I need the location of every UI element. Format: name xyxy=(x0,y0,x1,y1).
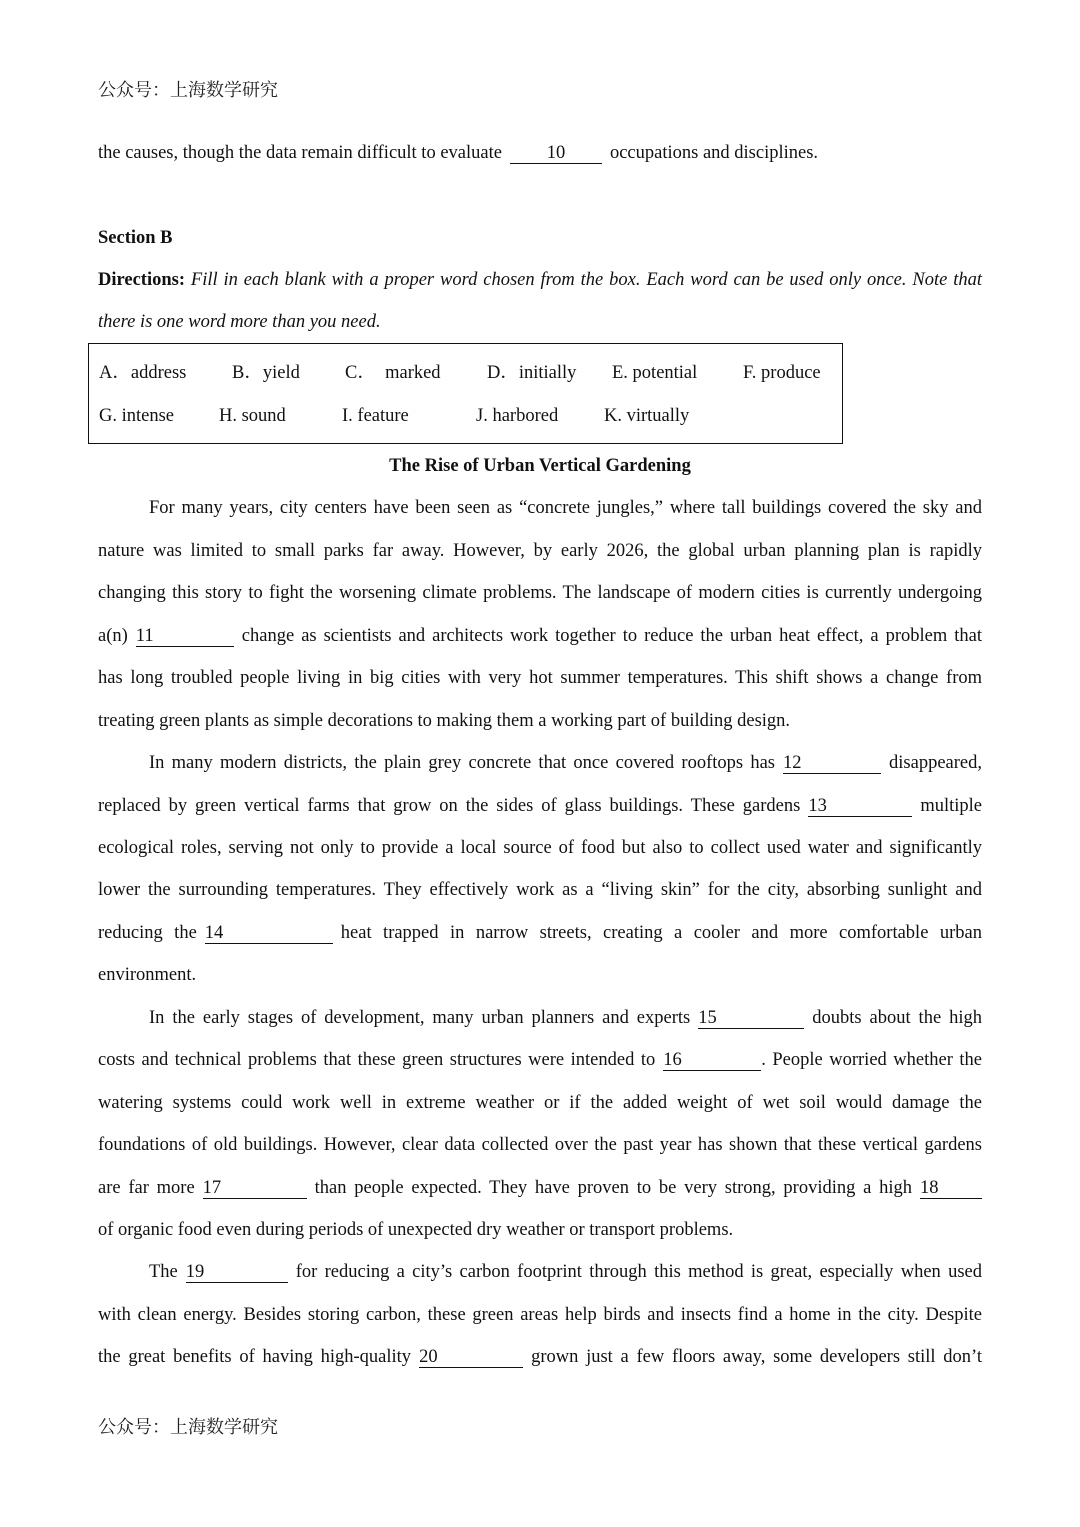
text: replaced by green vertical farms that grow on the sides of glass buildings. These gardens xyxy=(98,796,801,816)
blank-16[interactable]: 16 xyxy=(663,1050,761,1071)
p1-line-3: changing this story to fight the worsening climate problems. The landscape of modern cities is currently undergoing xyxy=(98,583,982,603)
text: disappeared, xyxy=(889,753,982,773)
p2-line-5 xyxy=(98,919,982,947)
p4-line-1 xyxy=(98,1258,982,1286)
carryover-line xyxy=(98,139,982,167)
p2-line-4: lower the surrounding temperatures. They effectively work as a “living skin” for the city, absorbing sunlight and xyxy=(98,880,982,900)
blank-17[interactable]: 17 xyxy=(203,1178,307,1199)
p2-line-1 xyxy=(98,749,982,777)
text: than people expected. They have proven to be very strong, providing a high xyxy=(314,1178,912,1198)
word-option-g[interactable]: G. intense xyxy=(99,406,175,426)
word-option-k[interactable]: K. virtually xyxy=(604,406,690,426)
text: reducing the xyxy=(98,923,197,943)
p3-line-6: of organic food even during periods of unexpected dry weather or transport problems. xyxy=(98,1220,734,1240)
directions-label: Directions: xyxy=(98,270,185,290)
word-option-j[interactable]: J. harbored xyxy=(476,406,559,426)
word-option-d[interactable]: D．initially xyxy=(487,363,577,383)
blank-11[interactable]: 11 xyxy=(136,626,234,647)
p2-line-3: ecological roles, serving not only to provide a local source of food but also to collect used water and significantly xyxy=(98,838,982,858)
text: the great benefits of having high-quality xyxy=(98,1347,412,1367)
blank-19[interactable]: 19 xyxy=(186,1262,288,1283)
directions-text: there is one word more than you need. xyxy=(98,312,381,332)
word-option-h[interactable]: H. sound xyxy=(219,406,286,426)
blank-10[interactable]: 10 xyxy=(510,143,602,164)
p2-line-2 xyxy=(98,792,982,820)
p4-line-3 xyxy=(98,1343,982,1371)
p1-line-2: nature was limited to small parks far away. However, by early 2026, the global urban planning plan is rapidly xyxy=(98,541,982,561)
blank-14[interactable]: 14 xyxy=(205,923,333,944)
page-footer: 公众号：上海数学研究 xyxy=(98,1417,278,1438)
blank-13[interactable]: 13 xyxy=(808,796,912,817)
page-header: 公众号：上海数学研究 xyxy=(98,80,278,101)
blank-12[interactable]: 12 xyxy=(783,753,881,774)
text: are far more xyxy=(98,1178,195,1198)
p3-line-3: watering systems could work well in extreme weather or if the added weight of wet soil would damage the xyxy=(98,1093,982,1113)
p1-line-4 xyxy=(98,622,982,650)
text: The xyxy=(149,1262,178,1282)
word-option-i[interactable]: I. feature xyxy=(342,406,409,426)
word-option-e[interactable]: E. potential xyxy=(612,363,698,383)
p4-line-2: with clean energy. Besides storing carbon, these green areas help birds and insects find a home in the city. Despite xyxy=(98,1305,982,1325)
directions-line-2 xyxy=(98,308,982,336)
section-title: Section B xyxy=(98,228,173,248)
article-title: The Rise of Urban Vertical Gardening xyxy=(389,456,691,476)
word-box xyxy=(88,343,843,444)
p1-line-5: has long troubled people living in big cities with very hot summer temperatures. This shift shows a change from xyxy=(98,668,982,688)
p2-line-6: environment. xyxy=(98,965,197,985)
directions-text: Fill in each blank with a proper word chosen from the box. Each word can be used only once. Note that xyxy=(190,270,983,290)
text: grown just a few floors away, some developers still don’t xyxy=(531,1347,982,1367)
blank-15[interactable]: 15 xyxy=(698,1008,804,1029)
word-option-a[interactable]: A．address xyxy=(99,363,187,383)
text: heat trapped in narrow streets, creating a cooler and more comfortable urban xyxy=(340,923,982,943)
directions-line-1 xyxy=(98,266,982,294)
text: a(n) xyxy=(98,626,128,646)
p3-line-5 xyxy=(98,1174,982,1202)
p1-line-1: For many years, city centers have been seen as “concrete jungles,” where tall buildings covered the sky and xyxy=(149,498,982,518)
text: doubts about the high xyxy=(812,1008,982,1028)
text: multiple xyxy=(920,796,982,816)
blank-20[interactable]: 20 xyxy=(419,1347,523,1368)
p3-line-1 xyxy=(98,1004,982,1032)
blank-18[interactable]: 18 xyxy=(920,1178,982,1199)
text: costs and technical problems that these green structures were intended to xyxy=(98,1050,656,1070)
word-option-c[interactable]: C． marked xyxy=(345,363,441,383)
text: In the early stages of development, many urban planners and experts xyxy=(149,1008,691,1028)
word-option-b[interactable]: B．yield xyxy=(232,363,300,383)
text: for reducing a city’s carbon footprint through this method is great, especially when used xyxy=(295,1262,982,1282)
p1-line-6: treating green plants as simple decorations to making them a working part of building design. xyxy=(98,711,791,731)
text: In many modern districts, the plain grey concrete that once covered rooftops has xyxy=(149,753,776,773)
word-option-f[interactable]: F. produce xyxy=(743,363,821,383)
p3-line-4: foundations of old buildings. However, clear data collected over the past year has shown that these vertical gardens xyxy=(98,1135,982,1155)
p3-line-2 xyxy=(98,1046,982,1074)
text: . People worried whether the xyxy=(761,1050,982,1070)
text: occupations and disciplines. xyxy=(609,143,819,163)
text: change as scientists and architects work together to reduce the urban heat effect, a problem that xyxy=(241,626,982,646)
text: the causes, though the data remain difficult to evaluate xyxy=(98,143,502,163)
